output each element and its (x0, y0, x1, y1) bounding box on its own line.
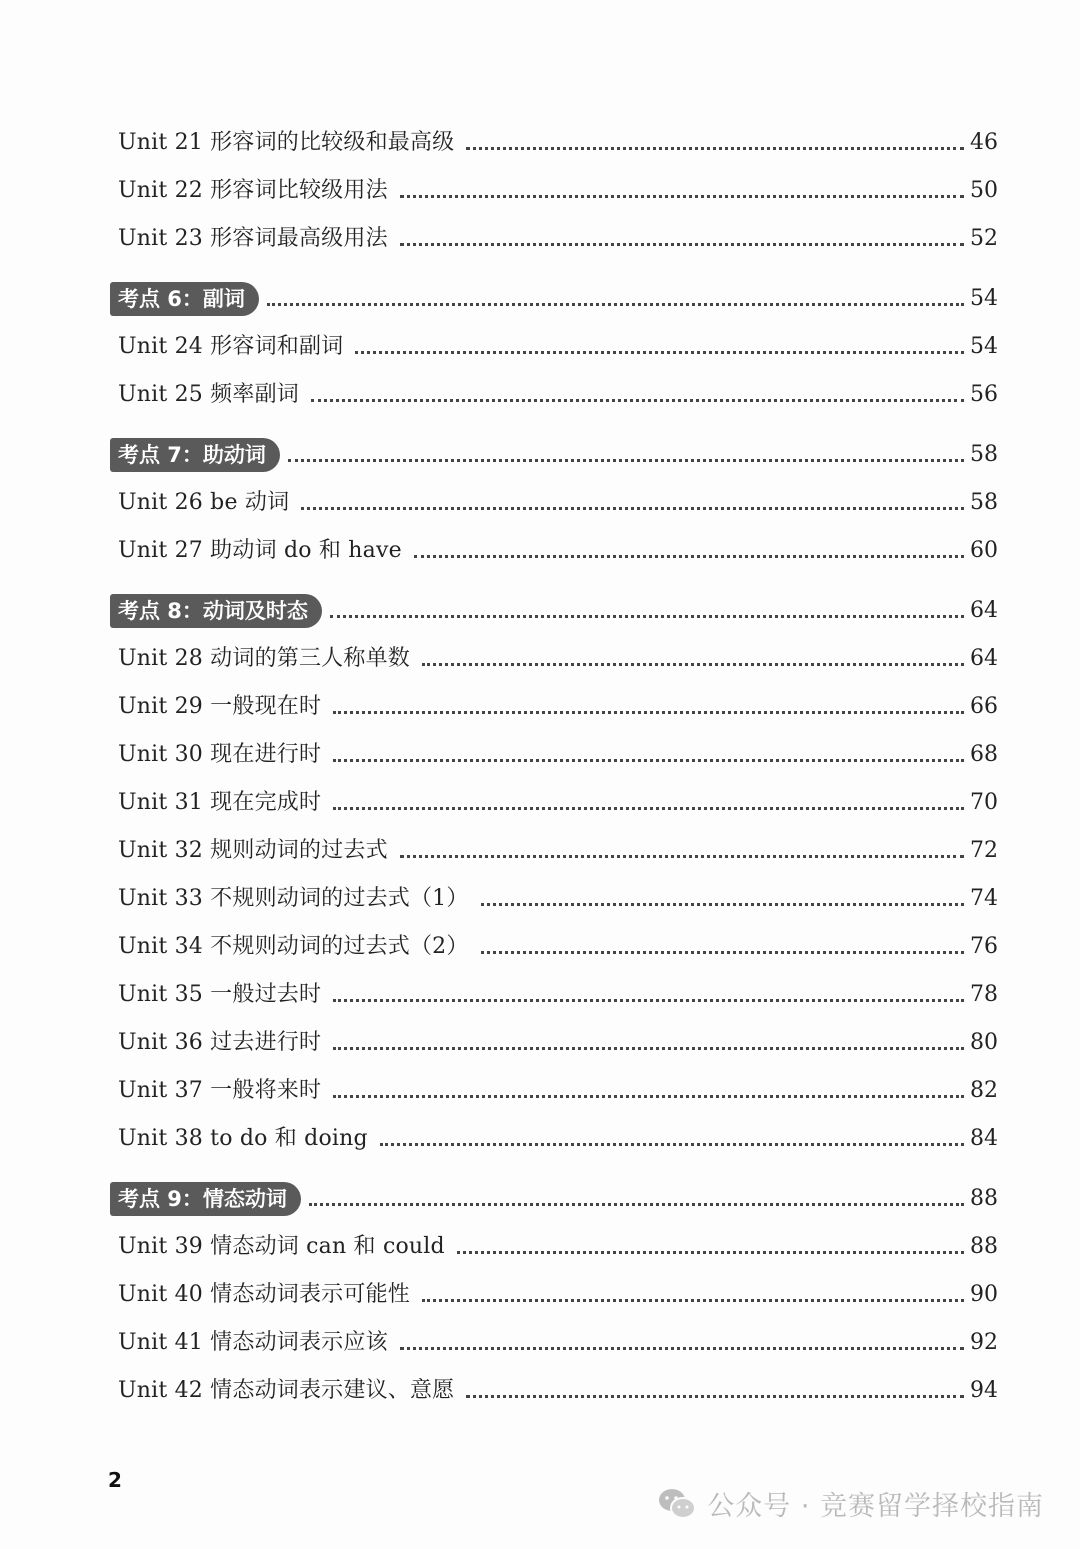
unit-title: Unit 34 不规则动词的过去式（2） (118, 934, 469, 959)
toc-section-row (110, 566, 998, 626)
dot-leader (457, 1250, 964, 1254)
page-ref: 82 (970, 1078, 998, 1103)
page-ref: 50 (970, 178, 998, 203)
section-badge: 考点 8：动词及时态 (110, 594, 322, 628)
dot-leader (333, 1046, 964, 1050)
dot-leader (333, 1094, 964, 1098)
page-ref: 94 (970, 1378, 998, 1403)
page-ref: 70 (970, 790, 998, 815)
toc-unit-row (110, 674, 998, 722)
page-ref: 58 (970, 490, 998, 515)
page-ref: 80 (970, 1030, 998, 1055)
toc-section-row (110, 254, 998, 314)
watermark (657, 1484, 1044, 1523)
page-ref: 52 (970, 226, 998, 251)
page-ref: 74 (970, 886, 998, 911)
page-ref: 66 (970, 694, 998, 719)
page-ref: 54 (970, 286, 998, 311)
page-ref: 88 (970, 1186, 998, 1211)
dot-leader (355, 350, 964, 354)
unit-title: Unit 42 情态动词表示建议、意愿 (118, 1378, 455, 1403)
toc-unit-row (110, 1358, 998, 1406)
dot-leader (309, 1202, 964, 1206)
toc-unit-row (110, 1262, 998, 1310)
page-ref: 54 (970, 334, 998, 359)
dot-leader (422, 662, 964, 666)
dot-leader (333, 998, 964, 1002)
page-ref: 88 (970, 1234, 998, 1259)
toc-unit-row (110, 1214, 998, 1262)
dot-leader (400, 1346, 964, 1350)
unit-title: Unit 39 情态动词 can 和 could (118, 1234, 445, 1259)
unit-title: Unit 32 规则动词的过去式 (118, 838, 388, 863)
toc-unit-row (110, 914, 998, 962)
dot-leader (400, 242, 964, 246)
toc-unit-row (110, 866, 998, 914)
section-badge: 考点 9：情态动词 (110, 1182, 301, 1216)
dot-leader (267, 302, 964, 306)
unit-title: Unit 22 形容词比较级用法 (118, 178, 388, 203)
unit-title: Unit 41 情态动词表示应该 (118, 1330, 388, 1355)
page-ref: 76 (970, 934, 998, 959)
unit-title: Unit 37 一般将来时 (118, 1078, 322, 1103)
dot-leader (466, 146, 964, 150)
unit-title: Unit 27 助动词 do 和 have (118, 538, 402, 563)
toc-unit-row (110, 1058, 998, 1106)
dot-leader (333, 806, 964, 810)
toc-unit-row (110, 626, 998, 674)
toc-unit-row (110, 110, 998, 158)
page-ref: 46 (970, 130, 998, 155)
page-ref: 92 (970, 1330, 998, 1355)
page-number: 2 (108, 1468, 122, 1492)
dot-leader (301, 506, 964, 510)
dot-leader (481, 902, 964, 906)
dot-leader (333, 710, 964, 714)
unit-title: Unit 23 形容词最高级用法 (118, 226, 388, 251)
watermark-text: 公众号 · 竞赛留学择校指南 (707, 1491, 1044, 1522)
page-ref: 84 (970, 1126, 998, 1151)
toc-unit-row (110, 962, 998, 1010)
toc-section-row (110, 1154, 998, 1214)
page-ref: 60 (970, 538, 998, 563)
dot-leader (333, 758, 964, 762)
unit-title: Unit 30 现在进行时 (118, 742, 322, 767)
toc-unit-row (110, 1310, 998, 1358)
dot-leader (422, 1298, 964, 1302)
dot-leader (311, 398, 964, 402)
toc-unit-row (110, 206, 998, 254)
dot-leader (414, 554, 964, 558)
toc-unit-row (110, 470, 998, 518)
page-ref: 78 (970, 982, 998, 1007)
toc-unit-row (110, 770, 998, 818)
toc-unit-row (110, 158, 998, 206)
wechat-icon (657, 1487, 697, 1521)
unit-title: Unit 21 形容词的比较级和最高级 (118, 130, 455, 155)
page-ref: 68 (970, 742, 998, 767)
unit-title: Unit 38 to do 和 doing (118, 1126, 368, 1151)
dot-leader (380, 1142, 964, 1146)
page-ref: 58 (970, 442, 998, 467)
toc-unit-row (110, 722, 998, 770)
page-ref: 56 (970, 382, 998, 407)
toc-section-row (110, 410, 998, 470)
dot-leader (288, 458, 964, 462)
dot-leader (330, 614, 964, 618)
unit-title: Unit 33 不规则动词的过去式（1） (118, 886, 469, 911)
dot-leader (400, 194, 964, 198)
table-of-contents (110, 110, 998, 1406)
unit-title: Unit 26 be 动词 (118, 490, 290, 515)
toc-unit-row (110, 362, 998, 410)
unit-title: Unit 24 形容词和副词 (118, 334, 344, 359)
page-ref: 90 (970, 1282, 998, 1307)
dot-leader (481, 950, 964, 954)
section-badge: 考点 6：副词 (110, 282, 259, 316)
toc-unit-row (110, 818, 998, 866)
dot-leader (466, 1394, 964, 1398)
toc-unit-row (110, 1010, 998, 1058)
page-ref: 64 (970, 598, 998, 623)
toc-unit-row (110, 518, 998, 566)
unit-title: Unit 25 频率副词 (118, 382, 299, 407)
unit-title: Unit 28 动词的第三人称单数 (118, 646, 410, 671)
page-ref: 64 (970, 646, 998, 671)
unit-title: Unit 36 过去进行时 (118, 1030, 322, 1055)
unit-title: Unit 35 一般过去时 (118, 982, 322, 1007)
section-badge: 考点 7：助动词 (110, 438, 280, 472)
unit-title: Unit 31 现在完成时 (118, 790, 322, 815)
unit-title: Unit 29 一般现在时 (118, 694, 322, 719)
page-ref: 72 (970, 838, 998, 863)
toc-unit-row (110, 1106, 998, 1154)
toc-unit-row (110, 314, 998, 362)
unit-title: Unit 40 情态动词表示可能性 (118, 1282, 410, 1307)
dot-leader (400, 854, 964, 858)
